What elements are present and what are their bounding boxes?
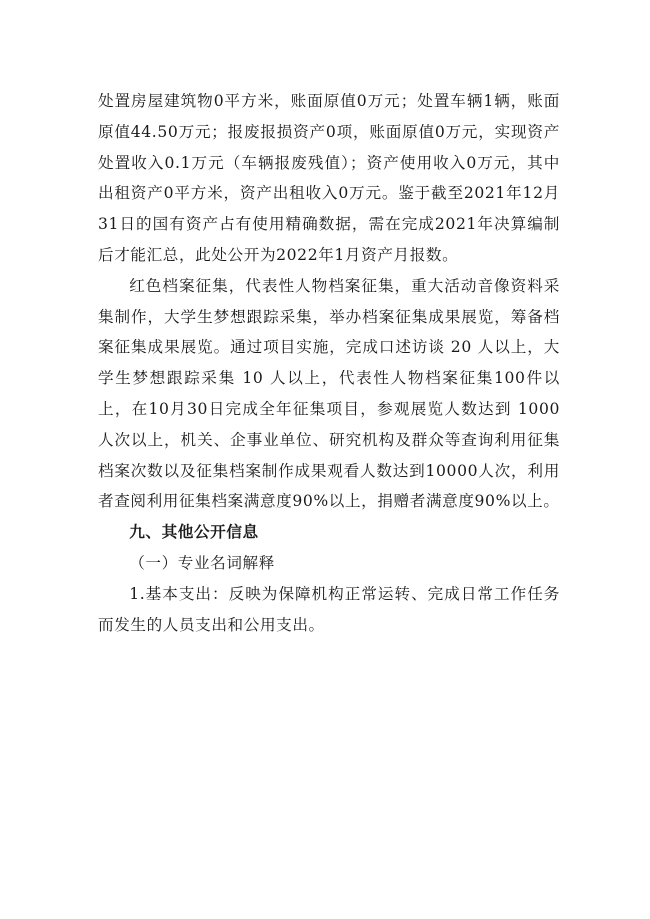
document-body (98, 86, 560, 640)
asset-disposal-paragraph: 处置房屋建筑物0平方米，账面原值0万元；处置车辆1辆，账面原值44.50万元；报废报损资产0项，账面原值0万元，实现资产处置收入0.1万元（车辆报废残值）；资产使用收入0万元，其中出租资产0平方米，资产出租收入0万元。鉴于截至2021年12月31日的国有资产占有使用精确数据，需在完成2021年决算编制后才能汇总，此处公开为2022年1月资产月报数。 (98, 92, 560, 264)
section-heading: 九、其他公开信息 (129, 523, 259, 542)
archive-collection-paragraph: 红色档案征集，代表性人物档案征集，重大活动音像资料采集制作，大学生梦想跟踪采集，举办档案征集成果展览，筹备档案征集成果展览。通过项目实施，完成口述访谈 20 人以上，大学生梦想跟踪采集 10 人以上，代表性人物档案征集100件以上，在10月30日完成全年征集项目，参观展览人数达到 1000 人次以上，机关、企事业单位、研究机构及群众等查询利用征集档案次数以及征集档案制作成果观看人数达到10000人次，利用者查阅利用征集档案满意度90%以上，捐赠者满意度90%以上。 (98, 276, 560, 511)
definition-paragraph: 1.基本支出：反映为保障机构正常运转、完成日常工作任务而发生的人员支出和公用支出。 (98, 584, 560, 634)
subsection-heading: （一）专业名词解释 (129, 553, 275, 572)
